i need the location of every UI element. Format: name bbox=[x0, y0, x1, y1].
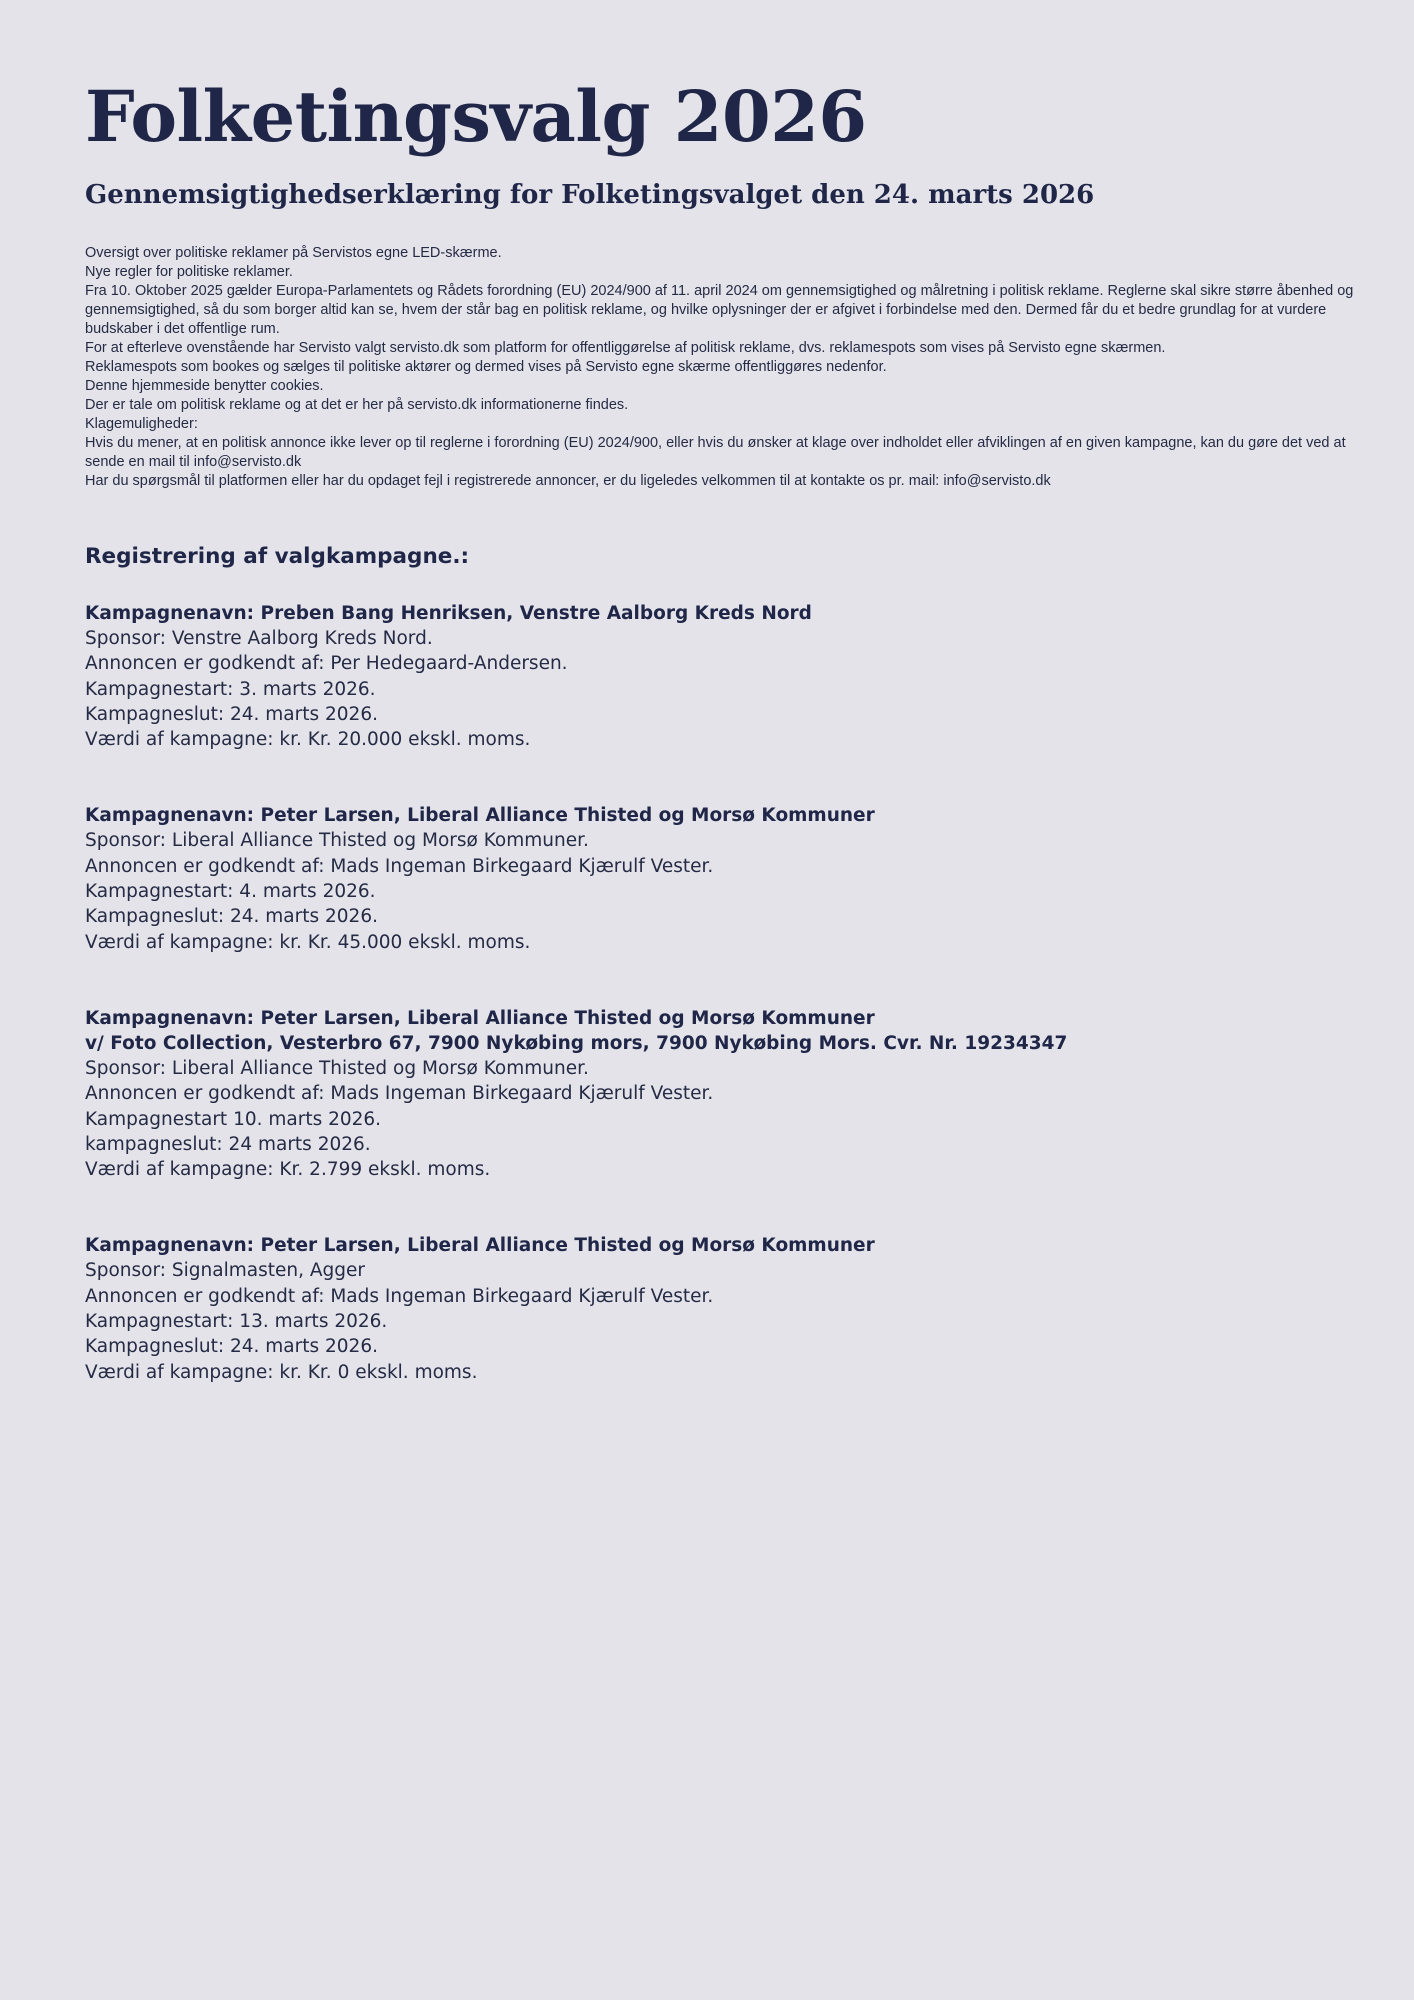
campaign-value: Værdi af kampagne: kr. Kr. 20.000 ekskl. moms. bbox=[85, 729, 531, 751]
intro-paragraph: Fra 10. Oktober 2025 gælder Europa-Parlamentets og Rådets forordning (EU) 2024/900 af 11. april 2024 om gennemsigtighed og målretning i politisk reklame. Reglerne skal sikre større åbenhed og gennemsigtighed, så du som borger altid kan se, hvem der står bag en politisk reklame, og hvilke oplysninger der er afgivet i forbindelse med den. Dermed får du et bedre grundlag for at vurdere budskaber i det offentlige rum. bbox=[85, 283, 1354, 337]
campaign-name: Kampagnenavn: Peter Larsen, Liberal Alliance Thisted og Morsø Kommuner bbox=[85, 1235, 875, 1257]
campaign-entry bbox=[85, 601, 1360, 752]
campaign-end: kampagneslut: 24 marts 2026. bbox=[85, 1133, 371, 1155]
intro-paragraph: Klagemuligheder: bbox=[85, 416, 198, 432]
campaign-value: Værdi af kampagne: kr. Kr. 0 ekskl. moms. bbox=[85, 1361, 478, 1383]
campaign-value: Værdi af kampagne: kr. Kr. 45.000 ekskl. moms. bbox=[85, 931, 531, 953]
campaign-value: Værdi af kampagne: Kr. 2.799 ekskl. moms. bbox=[85, 1159, 491, 1181]
campaign-entry bbox=[85, 803, 1360, 954]
campaign-sponsor: Sponsor: Liberal Alliance Thisted og Morsø Kommuner. bbox=[85, 830, 589, 852]
campaign-approved-by: Annoncen er godkendt af: Mads Ingeman Birkegaard Kjærulf Vester. bbox=[85, 855, 714, 877]
intro-paragraph: Reklamespots som bookes og sælges til politiske aktører og dermed vises på Servisto egne skærme offentliggøres nedenfor. bbox=[85, 359, 887, 375]
campaign-name-address: v/ Foto Collection, Vesterbro 67, 7900 Nykøbing mors, 7900 Nykøbing Mors. Cvr. Nr. 19234347 bbox=[85, 1032, 1068, 1054]
campaign-sponsor: Sponsor: Signalmasten, Agger bbox=[85, 1260, 365, 1282]
campaign-end: Kampagneslut: 24. marts 2026. bbox=[85, 1336, 378, 1358]
intro-paragraph: Denne hjemmeside benytter cookies. bbox=[85, 378, 324, 394]
campaign-name: Kampagnenavn: Peter Larsen, Liberal Alliance Thisted og Morsø Kommuner bbox=[85, 1007, 875, 1029]
intro-paragraph: Har du spørgsmål til platformen eller har du opdaget fejl i registrerede annoncer, er du ligeledes velkommen til at kontakte os pr. mail: info@servisto.dk bbox=[85, 473, 1051, 489]
campaign-start: Kampagnestart: 3. marts 2026. bbox=[85, 678, 376, 700]
page-subtitle: Gennemsigtighedserklæring for Folketingsvalget den 24. marts 2026 bbox=[85, 180, 1095, 210]
campaign-start: Kampagnestart 10. marts 2026. bbox=[85, 1108, 382, 1130]
section-heading: Registrering af valgkampagne.: bbox=[85, 544, 470, 569]
campaign-sponsor: Sponsor: Liberal Alliance Thisted og Morsø Kommuner. bbox=[85, 1057, 589, 1079]
campaign-end: Kampagneslut: 24. marts 2026. bbox=[85, 703, 378, 725]
campaign-sponsor: Sponsor: Venstre Aalborg Kreds Nord. bbox=[85, 628, 433, 649]
campaign-start: Kampagnestart: 4. marts 2026. bbox=[85, 881, 376, 903]
page-title: Folketingsvalg 2026 bbox=[85, 75, 867, 158]
intro-paragraph: Hvis du mener, at en politisk annonce ikke lever op til reglerne i forordning (EU) 2024/900, eller hvis du ønsker at klage over indholdet eller afviklingen af en given kampagne, kan du gøre det ved at sende en mail til info@servisto.dk bbox=[85, 435, 1346, 470]
campaign-entry bbox=[85, 1233, 1360, 1384]
campaign-entry bbox=[85, 1006, 1360, 1182]
intro-paragraph: Der er tale om politisk reklame og at det er her på servisto.dk informationerne findes. bbox=[85, 397, 629, 413]
page-content bbox=[85, 70, 1360, 1385]
campaign-start: Kampagnestart: 13. marts 2026. bbox=[85, 1311, 388, 1333]
intro-paragraph: Oversigt over politiske reklamer på Servistos egne LED-skærme. bbox=[85, 245, 502, 261]
intro-text bbox=[85, 244, 1360, 491]
campaign-approved-by: Annoncen er godkendt af: Mads Ingeman Birkegaard Kjærulf Vester. bbox=[85, 1285, 714, 1307]
intro-paragraph: Nye regler for politiske reklamer. bbox=[85, 264, 293, 280]
intro-paragraph: For at efterleve ovenstående har Servisto valgt servisto.dk som platform for offentliggørelse af politisk reklame, dvs. reklamespots som vises på Servisto egne skærmen. bbox=[85, 340, 1166, 356]
campaign-name: Kampagnenavn: Peter Larsen, Liberal Alliance Thisted og Morsø Kommuner bbox=[85, 805, 875, 827]
campaign-name: Kampagnenavn: Preben Bang Henriksen, Venstre Aalborg Kreds Nord bbox=[85, 603, 812, 624]
campaign-approved-by: Annoncen er godkendt af: Per Hedegaard-Andersen. bbox=[85, 653, 568, 675]
campaign-approved-by: Annoncen er godkendt af: Mads Ingeman Birkegaard Kjærulf Vester. bbox=[85, 1083, 714, 1105]
campaign-end: Kampagneslut: 24. marts 2026. bbox=[85, 906, 378, 928]
